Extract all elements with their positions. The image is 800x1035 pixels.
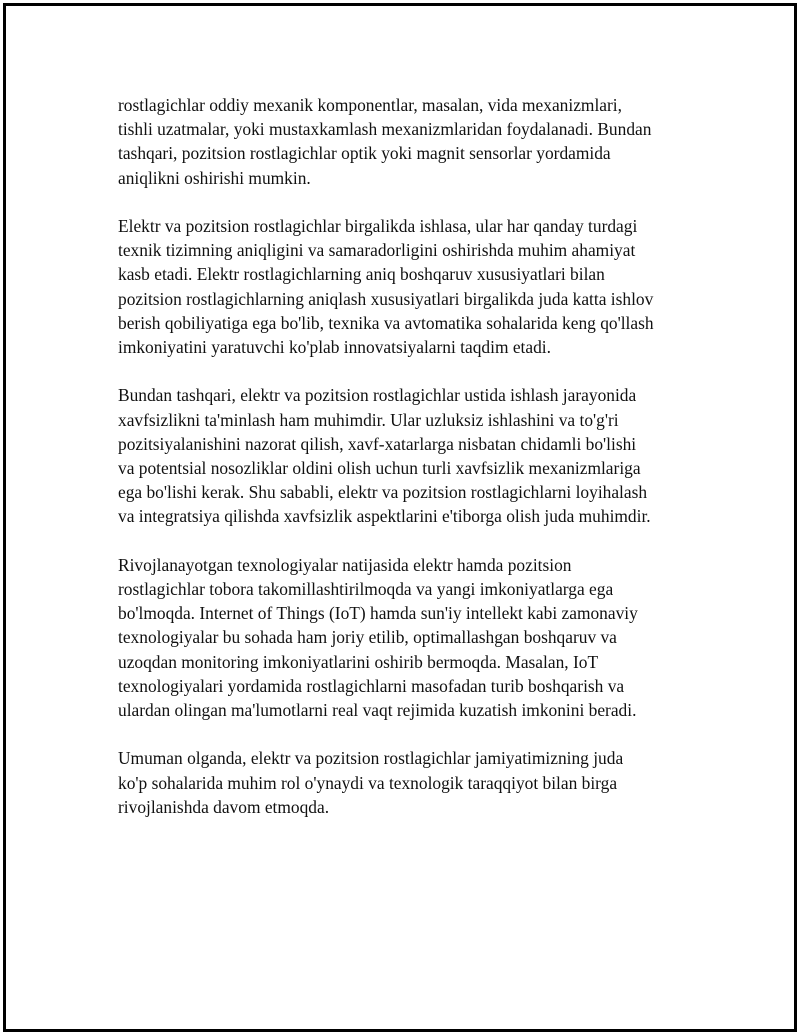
text-line: berish qobiliyatiga ega bo'lib, texnika va avtomatika sohalarida keng qo'llash — [118, 312, 654, 333]
paragraph — [118, 383, 718, 528]
text-line: rostlagichlar tobora takomillashtirilmoqda va yangi imkoniyatlarga ega — [118, 579, 614, 600]
text-line: ega bo'lishi kerak. Shu sababli, elektr va pozitsion rostlagichlarni loyihalash — [118, 482, 648, 503]
text-line: pozitsiyalanishini nazorat qilish, xavf-xatarlarga nisbatan chidamli bo'lishi — [118, 433, 637, 454]
paragraph — [118, 746, 718, 819]
text-line: kasb etadi. Elektr rostlagichlarning aniq boshqaruv xususiyatlari bilan — [118, 264, 605, 285]
text-line: pozitsion rostlagichlarning aniqlash xususiyatlari birgalikda juda katta ishlov — [118, 288, 654, 309]
text-line: Umuman olganda, elektr va pozitsion rostlagichlar jamiyatimizning juda — [118, 748, 624, 769]
text-line: bo'lmoqda. Internet of Things (IoT) hamda sun'iy intellekt kabi zamonaviy — [118, 603, 638, 624]
document-body — [118, 93, 718, 843]
text-line: Elektr va pozitsion rostlagichlar birgalikda ishlasa, ular har qanday turdagi — [118, 216, 638, 236]
text-line: aniqlikni oshirishi mumkin. — [118, 167, 311, 188]
text-line: imkoniyatini yaratuvchi ko'plab innovatsiyalarni taqdim etadi. — [118, 337, 551, 358]
text-line: texnologiyalari yordamida rostlagichlarni masofadan turib boshqarish va — [118, 675, 625, 696]
paragraph — [118, 93, 718, 190]
text-line: rostlagichlar oddiy mexanik komponentlar, masalan, vida mexanizmlari, — [118, 95, 622, 115]
paragraph — [118, 214, 718, 359]
text-line: tishli uzatmalar, yoki mustaxkamlash mexanizmlaridan foydalanadi. Bundan — [118, 119, 652, 140]
text-line: xavfsizlikni ta'minlash ham muhimdir. Ular uzluksiz ishlashini va to'g'ri — [118, 409, 619, 430]
text-line: texnologiyalar bu sohada ham joriy etilib, optimallashgan boshqaruv va — [118, 627, 617, 648]
text-line: va integratsiya qilishda xavfsizlik aspektlarini e'tiborga olish juda muhimdir. — [118, 506, 651, 527]
text-line: texnik tizimning aniqligini va samaradorligini oshirishda muhim ahamiyat — [118, 240, 636, 261]
text-line: Bundan tashqari, elektr va pozitsion rostlagichlar ustida ishlash jarayonida — [118, 385, 637, 406]
text-line: va potentsial nosozliklar oldini olish uchun turli xavfsizlik mexanizmlariga — [118, 458, 641, 479]
text-line: tashqari, pozitsion rostlagichlar optik yoki magnit sensorlar yordamida — [118, 143, 611, 164]
text-line: ko'p sohalarida muhim rol o'ynaydi va texnologik taraqqiyot bilan birga — [118, 772, 618, 793]
text-line: rivojlanishda davom etmoqda. — [118, 796, 330, 817]
text-line: uzoqdan monitoring imkoniyatlarini oshirib bermoqda. Masalan, IoT — [118, 651, 599, 672]
paragraph — [118, 553, 718, 722]
text-line: Rivojlanayotgan texnologiyalar natijasida elektr hamda pozitsion — [118, 554, 572, 575]
text-line: ulardan olingan ma'lumotlarni real vaqt rejimida kuzatish imkonini beradi. — [118, 700, 637, 721]
